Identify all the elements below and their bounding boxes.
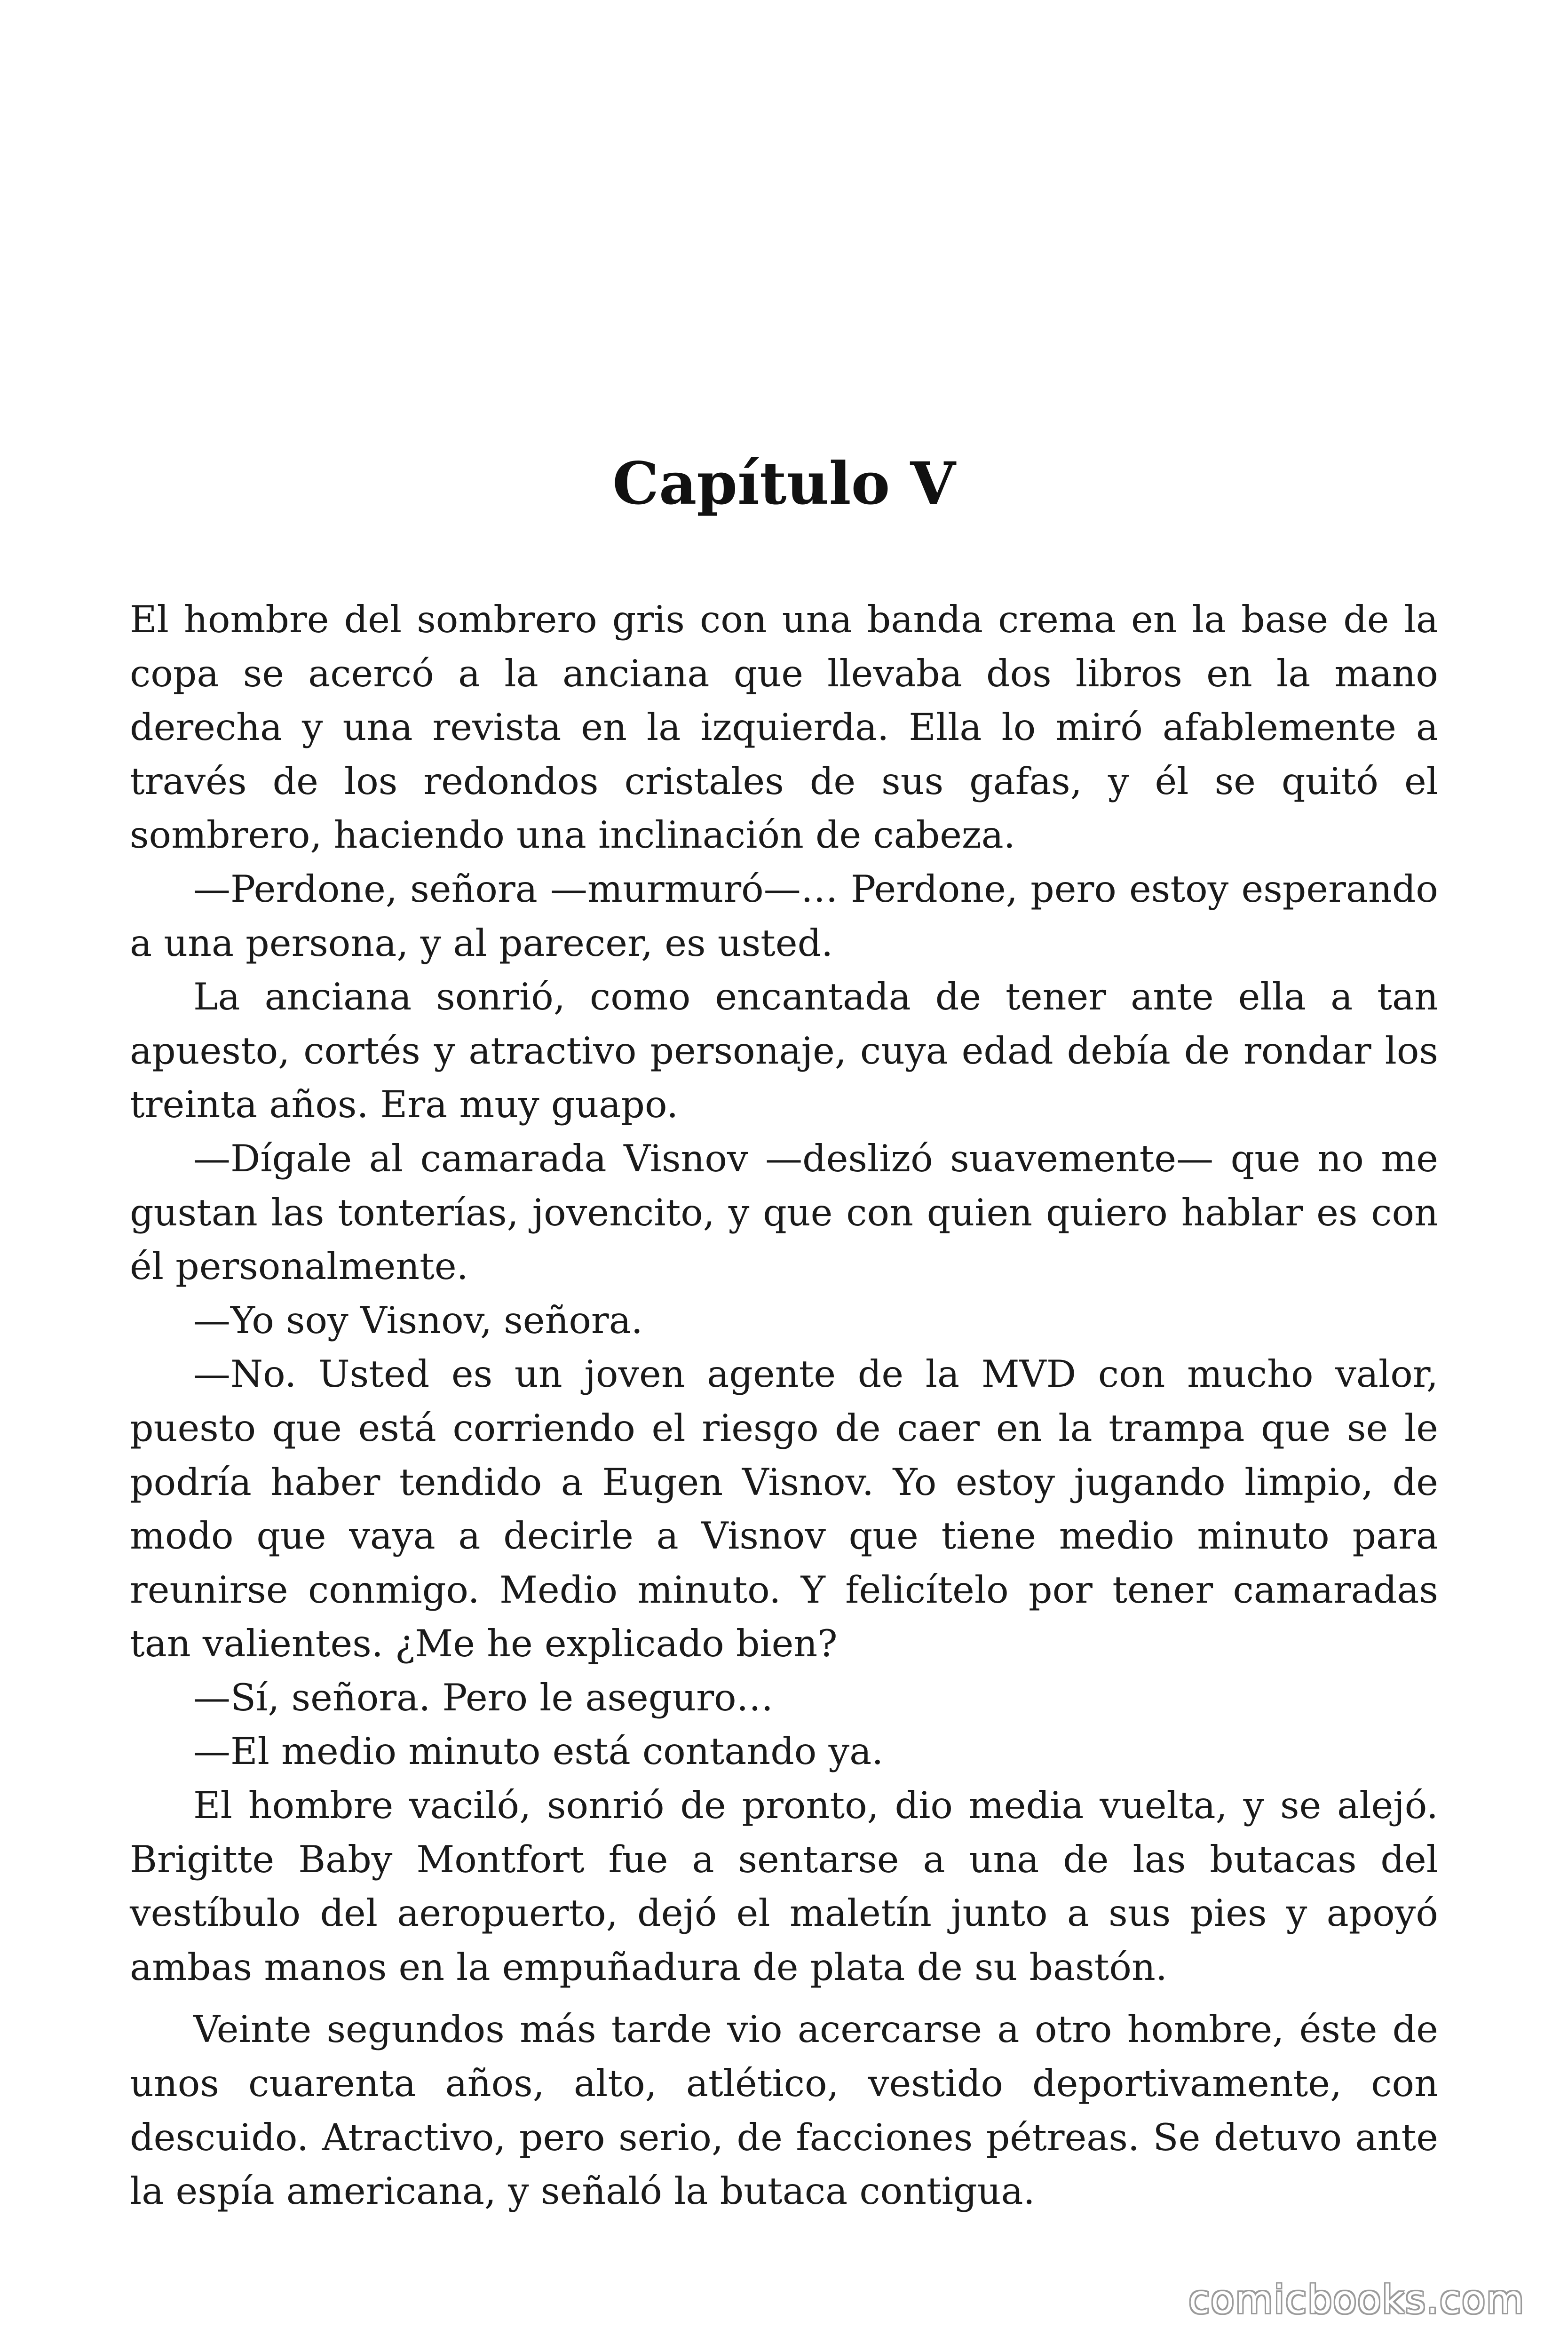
book-page: [130, 0, 1438, 2352]
chapter-title: Capítulo V: [612, 450, 956, 518]
paragraph: El hombre del sombrero gris con una banda crema en la base de la copa se acercó a la anciana que llevaba dos libros en la mano derecha y una revista en la izquierda. Ella lo miró afablemente a través de los redondos cristales de sus gafas, y él se quitó el sombrero, haciendo una inclinación de cabeza.: [130, 598, 1438, 857]
watermark: comicbooks.com: [1188, 2278, 1525, 2322]
paragraph: —Perdone, señora —murmuró—… Perdone, pero estoy esperando a una persona, y al parecer, es usted.: [130, 867, 1438, 965]
paragraph: —No. Usted es un joven agente de la MVD con mucho valor, puesto que está corriendo el riesgo de caer en la trampa que se le podría haber tendido a Eugen Visnov. Yo estoy jugando limpio, de modo que vaya a decirle a Visnov que tiene medio minuto para reunirse conmigo. Medio minuto. Y felicítelo por tener camaradas tan valientes. ¿Me he explicado bien?: [130, 1352, 1438, 1666]
paragraph: —Sí, señora. Pero le aseguro…: [193, 1676, 774, 1719]
paragraph: La anciana sonrió, como encantada de tener ante ella a tan apuesto, cortés y atractivo personaje, cuya edad debía de rondar los treinta años. Era muy guapo.: [130, 975, 1438, 1127]
paragraph: Veinte segundos más tarde vio acercarse a otro hombre, éste de unos cuarenta años, alto, atlético, vestido deportivamente, con descuido. Atractivo, pero serio, de facciones pétreas. Se detuvo ante la espía americana, y señaló la butaca contigua.: [130, 2008, 1438, 2213]
paragraph: El hombre vaciló, sonrió de pronto, dio media vuelta, y se alejó. Brigitte Baby Montfort fue a sentarse a una de las butacas del vestíbulo del aeropuerto, dejó el maletín junto a sus pies y apoyó ambas manos en la empuñadura de plata de su bastón.: [130, 1784, 1438, 1989]
paragraph: —El medio minuto está contando ya.: [193, 1730, 884, 1773]
paragraph: —Yo soy Visnov, señora.: [193, 1298, 643, 1342]
chapter-body: [130, 593, 1438, 2218]
paragraph: —Dígale al camarada Visnov —deslizó suavemente— que no me gustan las tonterías, jovencito, y que con quien quiero hablar es con él personalmente.: [130, 1136, 1438, 1288]
